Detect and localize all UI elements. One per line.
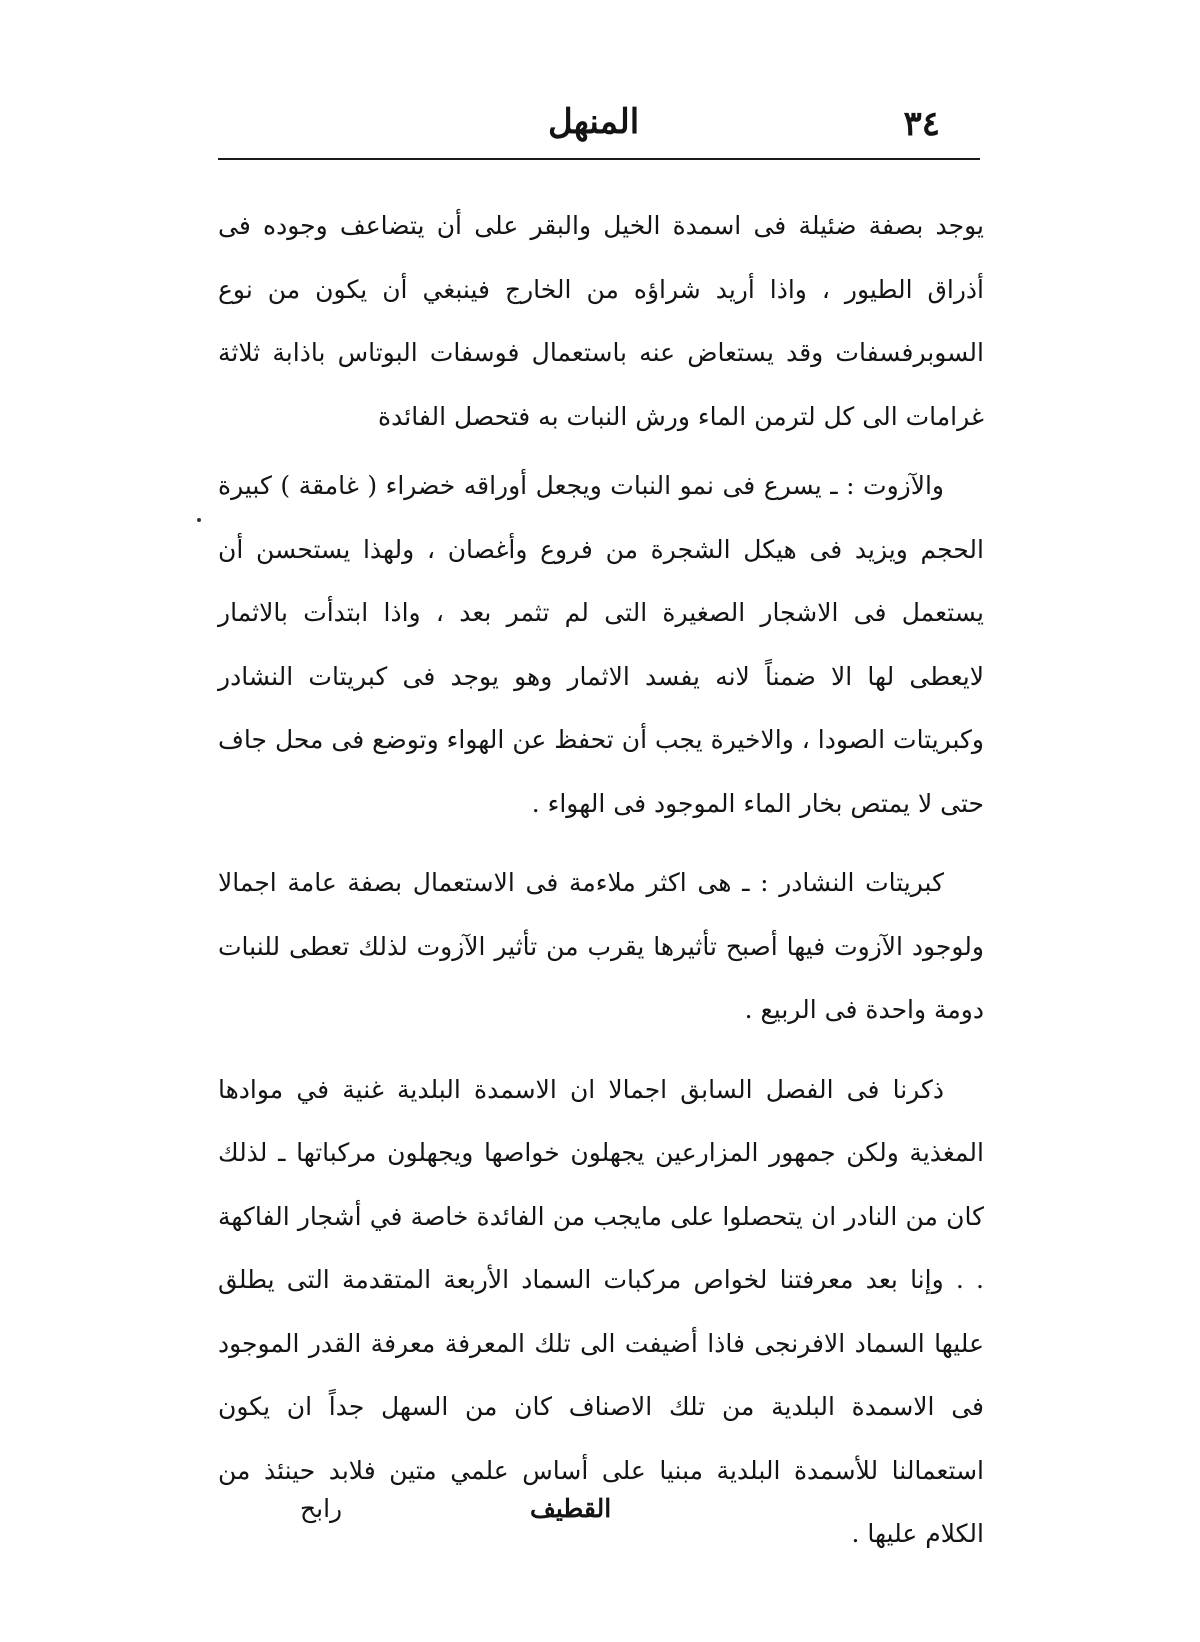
paragraph-local-fertilizers: ذكرنا فى الفصل السابق اجمالا ان الاسمدة البلدية غنية في موادها المغذية ولكن جمهور المزارعين يجهلون خواصها ويجهلون مركباتها ـ لذلك كان من النادر ان يتحصلوا على مايجب من الفائدة خاصة في أشجار الفاكهة . . وإنا بعد معرفتنا لخواص مركبات السماد الأربعة المتقدمة التى يطلق عليها السماد الافرنجى فاذا أضيفت الى تلك المعرفة معرفة القدر الموجود فى الاسمدة البلدية من تلك الاصناف كان من السهل جداً ان يكون استعمالنا للأسمدة البلدية مبنيا على أساس علمي متين فلابد حينئذ من الكلام عليها .	[218, 1074, 984, 1548]
header-divider	[218, 158, 980, 160]
stray-dot	[197, 518, 201, 522]
page-header	[218, 96, 980, 156]
paragraph-nitrogen: والآزوت : ـ يسرع فى نمو النبات ويجعل أوراقه خضراء ( غامقة ) كبيرة الحجم ويزيد فى هيكل الشجرة من فروع وأغصان ، ولهذا يستحسن أن يستعمل فى الاشجار الصغيرة التى لم تثمر بعد ، واذا ابتدأت بالاثمار لايعطى لها الا ضمناً لانه يفسد الاثمار وهو يوجد فى كبريتات النشادر وكبريتات الصودا ، والاخيرة يجب أن تحفظ عن الهواء وتوضع فى محل جاف حتى لا يمتص بخار الماء الموجود فى الهواء .	[218, 471, 985, 818]
article-signature	[218, 1494, 984, 1544]
journal-title: المنهل	[548, 102, 640, 142]
paragraph-ammonium-sulfate: كبريتات النشادر : ـ هى اكثر ملاءمة فى الاستعمال بصفة عامة اجمالا ولوجود الآزوت فيها أصبح تأثيرها يقرب من تأثير الآزوت لذلك تعطى للنبات دومة واحدة فى الربيع .	[218, 868, 984, 1024]
page-number: ٣٤	[903, 104, 940, 144]
paragraph-phosphorus: يوجد بصفة ضئيلة فى اسمدة الخيل والبقر على أن يتضاعف وجوده فى أذراق الطيور ، واذا أريد شراؤه من الخارج فينبغي أن يكون من نوع السوبرفسفات وقد يستعاض عنه باستعمال فوسفات البوتاس باذابة ثلاثة غرامات الى كل لترمن الماء ورش النبات به فتحصل الفائدة	[218, 211, 984, 431]
article-body	[218, 194, 984, 1566]
signature-author: رابح	[300, 1494, 343, 1523]
signature-place: القطيف	[530, 1494, 612, 1523]
